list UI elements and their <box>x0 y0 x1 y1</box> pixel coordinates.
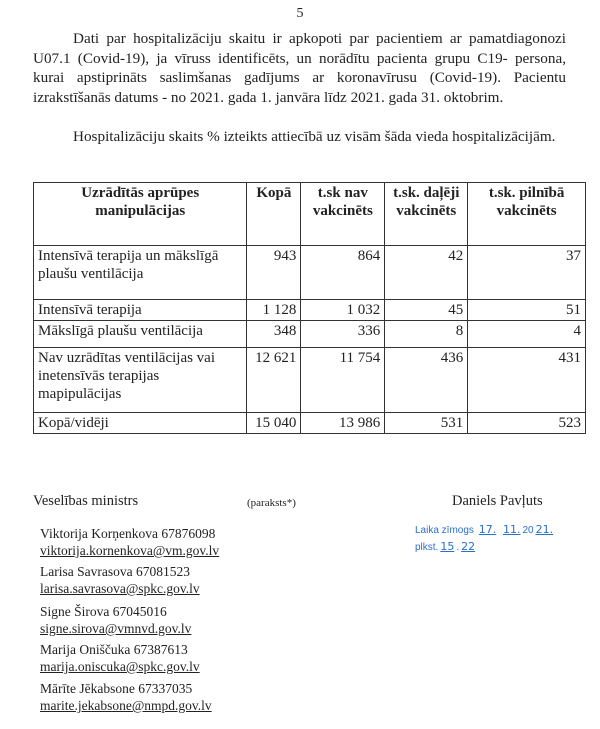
header-cell: t.sk. daļēji vakcinēts <box>385 183 468 246</box>
stamp-day: 17. <box>478 523 497 536</box>
stamp-year-suffix: 21. <box>535 523 554 536</box>
contact-email-link[interactable]: marija.oniscuka@spkc.gov.lv <box>40 659 200 674</box>
value-cell: 8 <box>385 321 468 348</box>
value-cell: 45 <box>385 300 468 321</box>
stamp-minute: 22 <box>461 540 476 553</box>
hospitalization-table <box>33 182 586 434</box>
value-cell: 943 <box>247 246 301 300</box>
paragraph-data-description: Dati par hospitalizāciju skaitu ir apkopoti par pacientiem ar pamatdiagonozi U07.1 (Covid-19), ja vīruss identificēts, un norādītu pacienta grupu C19- persona, kurai apstiprināts saslimšanas gadījums ar koronavīrusu (Covid-19). Pacientu izrakstīšanās datums - no 2021. gada 1. janvāra līdz 2021. gada 31. oktobrim. <box>33 30 566 106</box>
contact-email-link[interactable]: viktorija.kornenkova@vm.gov.lv <box>40 543 220 558</box>
contact-email-link[interactable]: larisa.savrasova@spkc.gov.lv <box>40 581 200 596</box>
table-row <box>34 300 586 321</box>
stamp-hour: 15 <box>440 540 455 553</box>
page-number: 5 <box>296 6 304 21</box>
table-row <box>34 321 586 348</box>
stamp-year-prefix: 20 <box>522 525 534 536</box>
stamp-time-label: plkst. <box>415 542 439 553</box>
header-cell: t.sk. pilnībā vakcinēts <box>468 183 586 246</box>
value-cell: 348 <box>247 321 301 348</box>
time-stamp-time: plkst. 15 . 22 <box>415 540 476 553</box>
value-cell: 1 128 <box>247 300 301 321</box>
row-label-cell: Intensīvā terapija un mākslīgā plaušu ventilācija <box>34 246 247 300</box>
value-cell: 15 040 <box>247 413 301 434</box>
paragraph-percent-note: Hospitalizāciju skaits % izteikts attiecībā uz visām šāda vieda hospitalizācijām. <box>73 128 556 145</box>
value-cell: 523 <box>468 413 586 434</box>
value-cell: 864 <box>301 246 385 300</box>
contact-entry <box>40 603 191 637</box>
stamp-month: 11. <box>502 523 521 536</box>
minister-title: Veselības ministrs <box>33 493 139 509</box>
value-cell: 42 <box>385 246 468 300</box>
header-cell: Kopā <box>247 183 301 246</box>
time-stamp <box>415 523 555 536</box>
contact-name: Larisa Savrasova 67081523 <box>40 564 190 579</box>
table-row <box>34 348 586 413</box>
value-cell: 531 <box>385 413 468 434</box>
header-cell: Uzrādītās aprūpes manipulācijas <box>34 183 247 246</box>
signature-placeholder: (paraksts*) <box>247 497 296 509</box>
contact-email-link[interactable]: marite.jekabsone@nmpd.gov.lv <box>40 698 212 713</box>
stamp-label: Laika zīmogs <box>415 525 474 536</box>
value-cell: 11 754 <box>301 348 385 413</box>
contact-name: Mārīte Jēkabsone 67337035 <box>40 681 193 696</box>
minister-name: Daniels Pavļuts <box>452 493 543 509</box>
row-label-cell: Nav uzrādītas ventilācijas vai inetensīvās terapijas mapipulācijas <box>34 348 247 413</box>
value-cell: 336 <box>301 321 385 348</box>
contact-name: Viktorija Korņenkova 67876098 <box>40 526 216 541</box>
contact-entry <box>40 680 212 714</box>
value-cell: 37 <box>468 246 586 300</box>
contact-entry <box>40 563 200 597</box>
value-cell: 12 621 <box>247 348 301 413</box>
header-cell: t.sk nav vakcinēts <box>301 183 385 246</box>
contact-name: Marija Oniščuka 67387613 <box>40 642 188 657</box>
contact-entry <box>40 525 219 559</box>
value-cell: 51 <box>468 300 586 321</box>
contact-email-link[interactable]: signe.sirova@vmnvd.gov.lv <box>40 621 192 636</box>
row-label-cell: Mākslīgā plaušu ventilācija <box>34 321 247 348</box>
value-cell: 431 <box>468 348 586 413</box>
row-label-cell: Intensīvā terapija <box>34 300 247 321</box>
row-label-cell: Kopā/vidēji <box>34 413 247 434</box>
table-row <box>34 246 586 300</box>
value-cell: 1 032 <box>301 300 385 321</box>
contact-name: Signe Širova 67045016 <box>40 604 167 619</box>
table-row <box>34 413 586 434</box>
table-header-row <box>34 183 586 246</box>
value-cell: 436 <box>385 348 468 413</box>
value-cell: 13 986 <box>301 413 385 434</box>
value-cell: 4 <box>468 321 586 348</box>
contact-entry <box>40 641 200 675</box>
